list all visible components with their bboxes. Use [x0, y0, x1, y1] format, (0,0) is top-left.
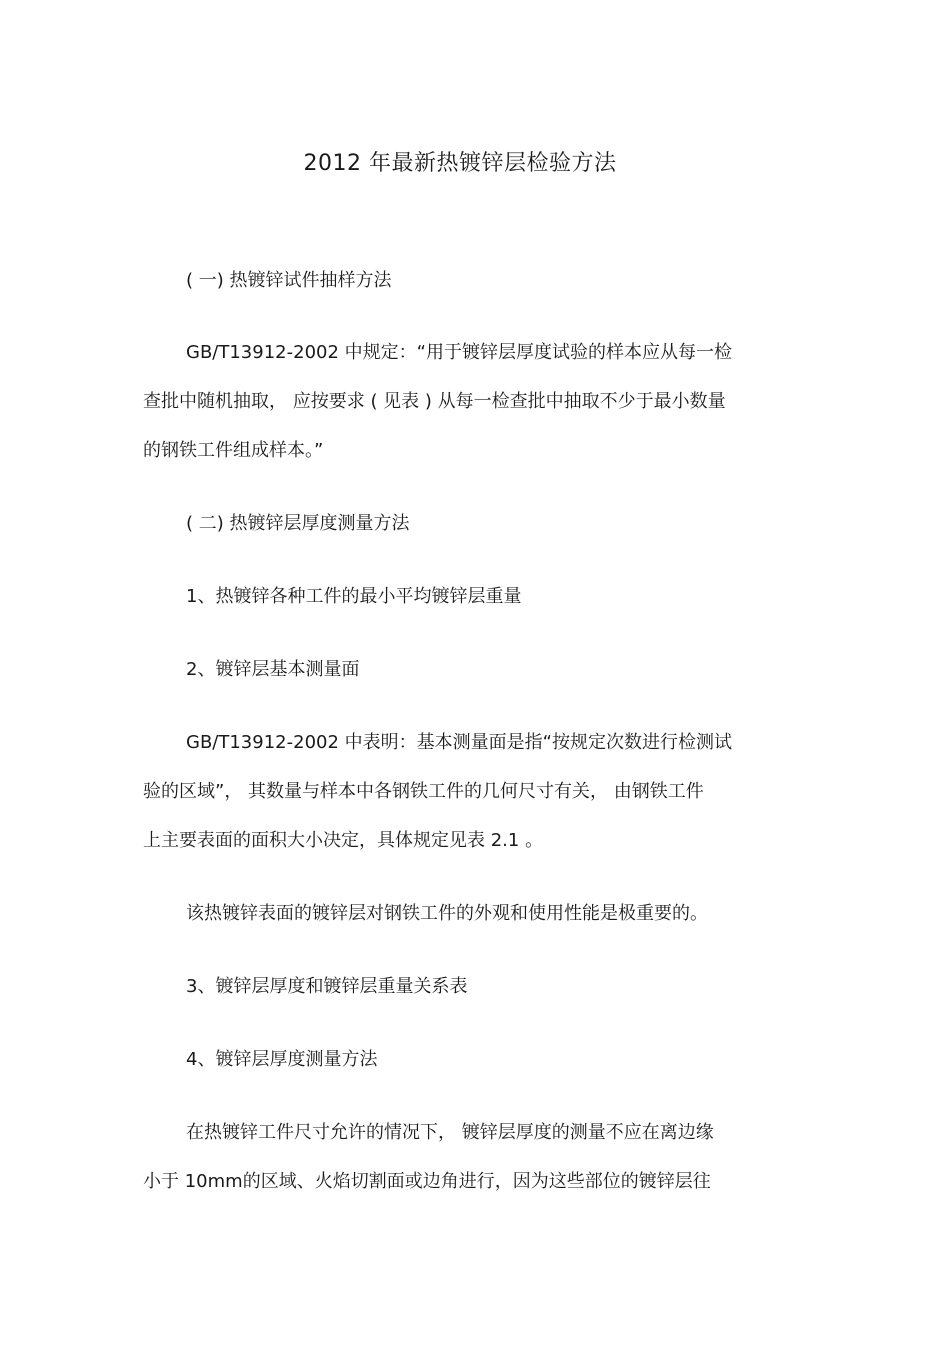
paragraph-line: GB/T13912-2002 中规定：“用于镀锌层厚度试验的样本应从每一检 [186, 342, 732, 363]
section-heading-thickness: ( 二) 热镀锌层厚度测量方法 [186, 513, 410, 534]
paragraph-line: 查批中随机抽取， 应按要求 ( 见表 ) 从每一检查批中抽取不少于最小数量 [143, 391, 726, 412]
paragraph-line: 该热镀锌表面的镀锌层对钢铁工件的外观和使用性能是极重要的。 [186, 903, 708, 924]
paragraph-line: 在热镀锌工件尺寸允许的情况下， 镀锌层厚度的测量不应在离边缘 [186, 1122, 714, 1143]
list-item: 3、镀锌层厚度和镀锌层重量关系表 [186, 976, 468, 997]
paragraph-line: 验的区域”， 其数量与样本中各钢铁工件的几何尺寸有关， 由钢铁工件 [143, 781, 704, 802]
paragraph-line: 上主要表面的面积大小决定，具体规定见表 2.1 。 [143, 830, 544, 851]
list-item: 4、镀锌层厚度测量方法 [186, 1049, 378, 1070]
document-title: 2012 年最新热镀锌层检验方法 [303, 151, 617, 176]
section-heading-sampling: ( 一) 热镀锌试件抽样方法 [186, 270, 392, 291]
list-item: 2、镀锌层基本测量面 [186, 659, 360, 680]
paragraph-line: GB/T13912-2002 中表明：基本测量面是指“按规定次数进行检测试 [186, 732, 732, 753]
list-item: 1、热镀锌各种工件的最小平均镀锌层重量 [186, 586, 522, 607]
paragraph-line: 的钢铁工件组成样本。” [143, 440, 324, 461]
paragraph-line: 小于 10mm的区域、火焰切割面或边角进行，因为这些部位的镀锌层往 [143, 1171, 711, 1192]
